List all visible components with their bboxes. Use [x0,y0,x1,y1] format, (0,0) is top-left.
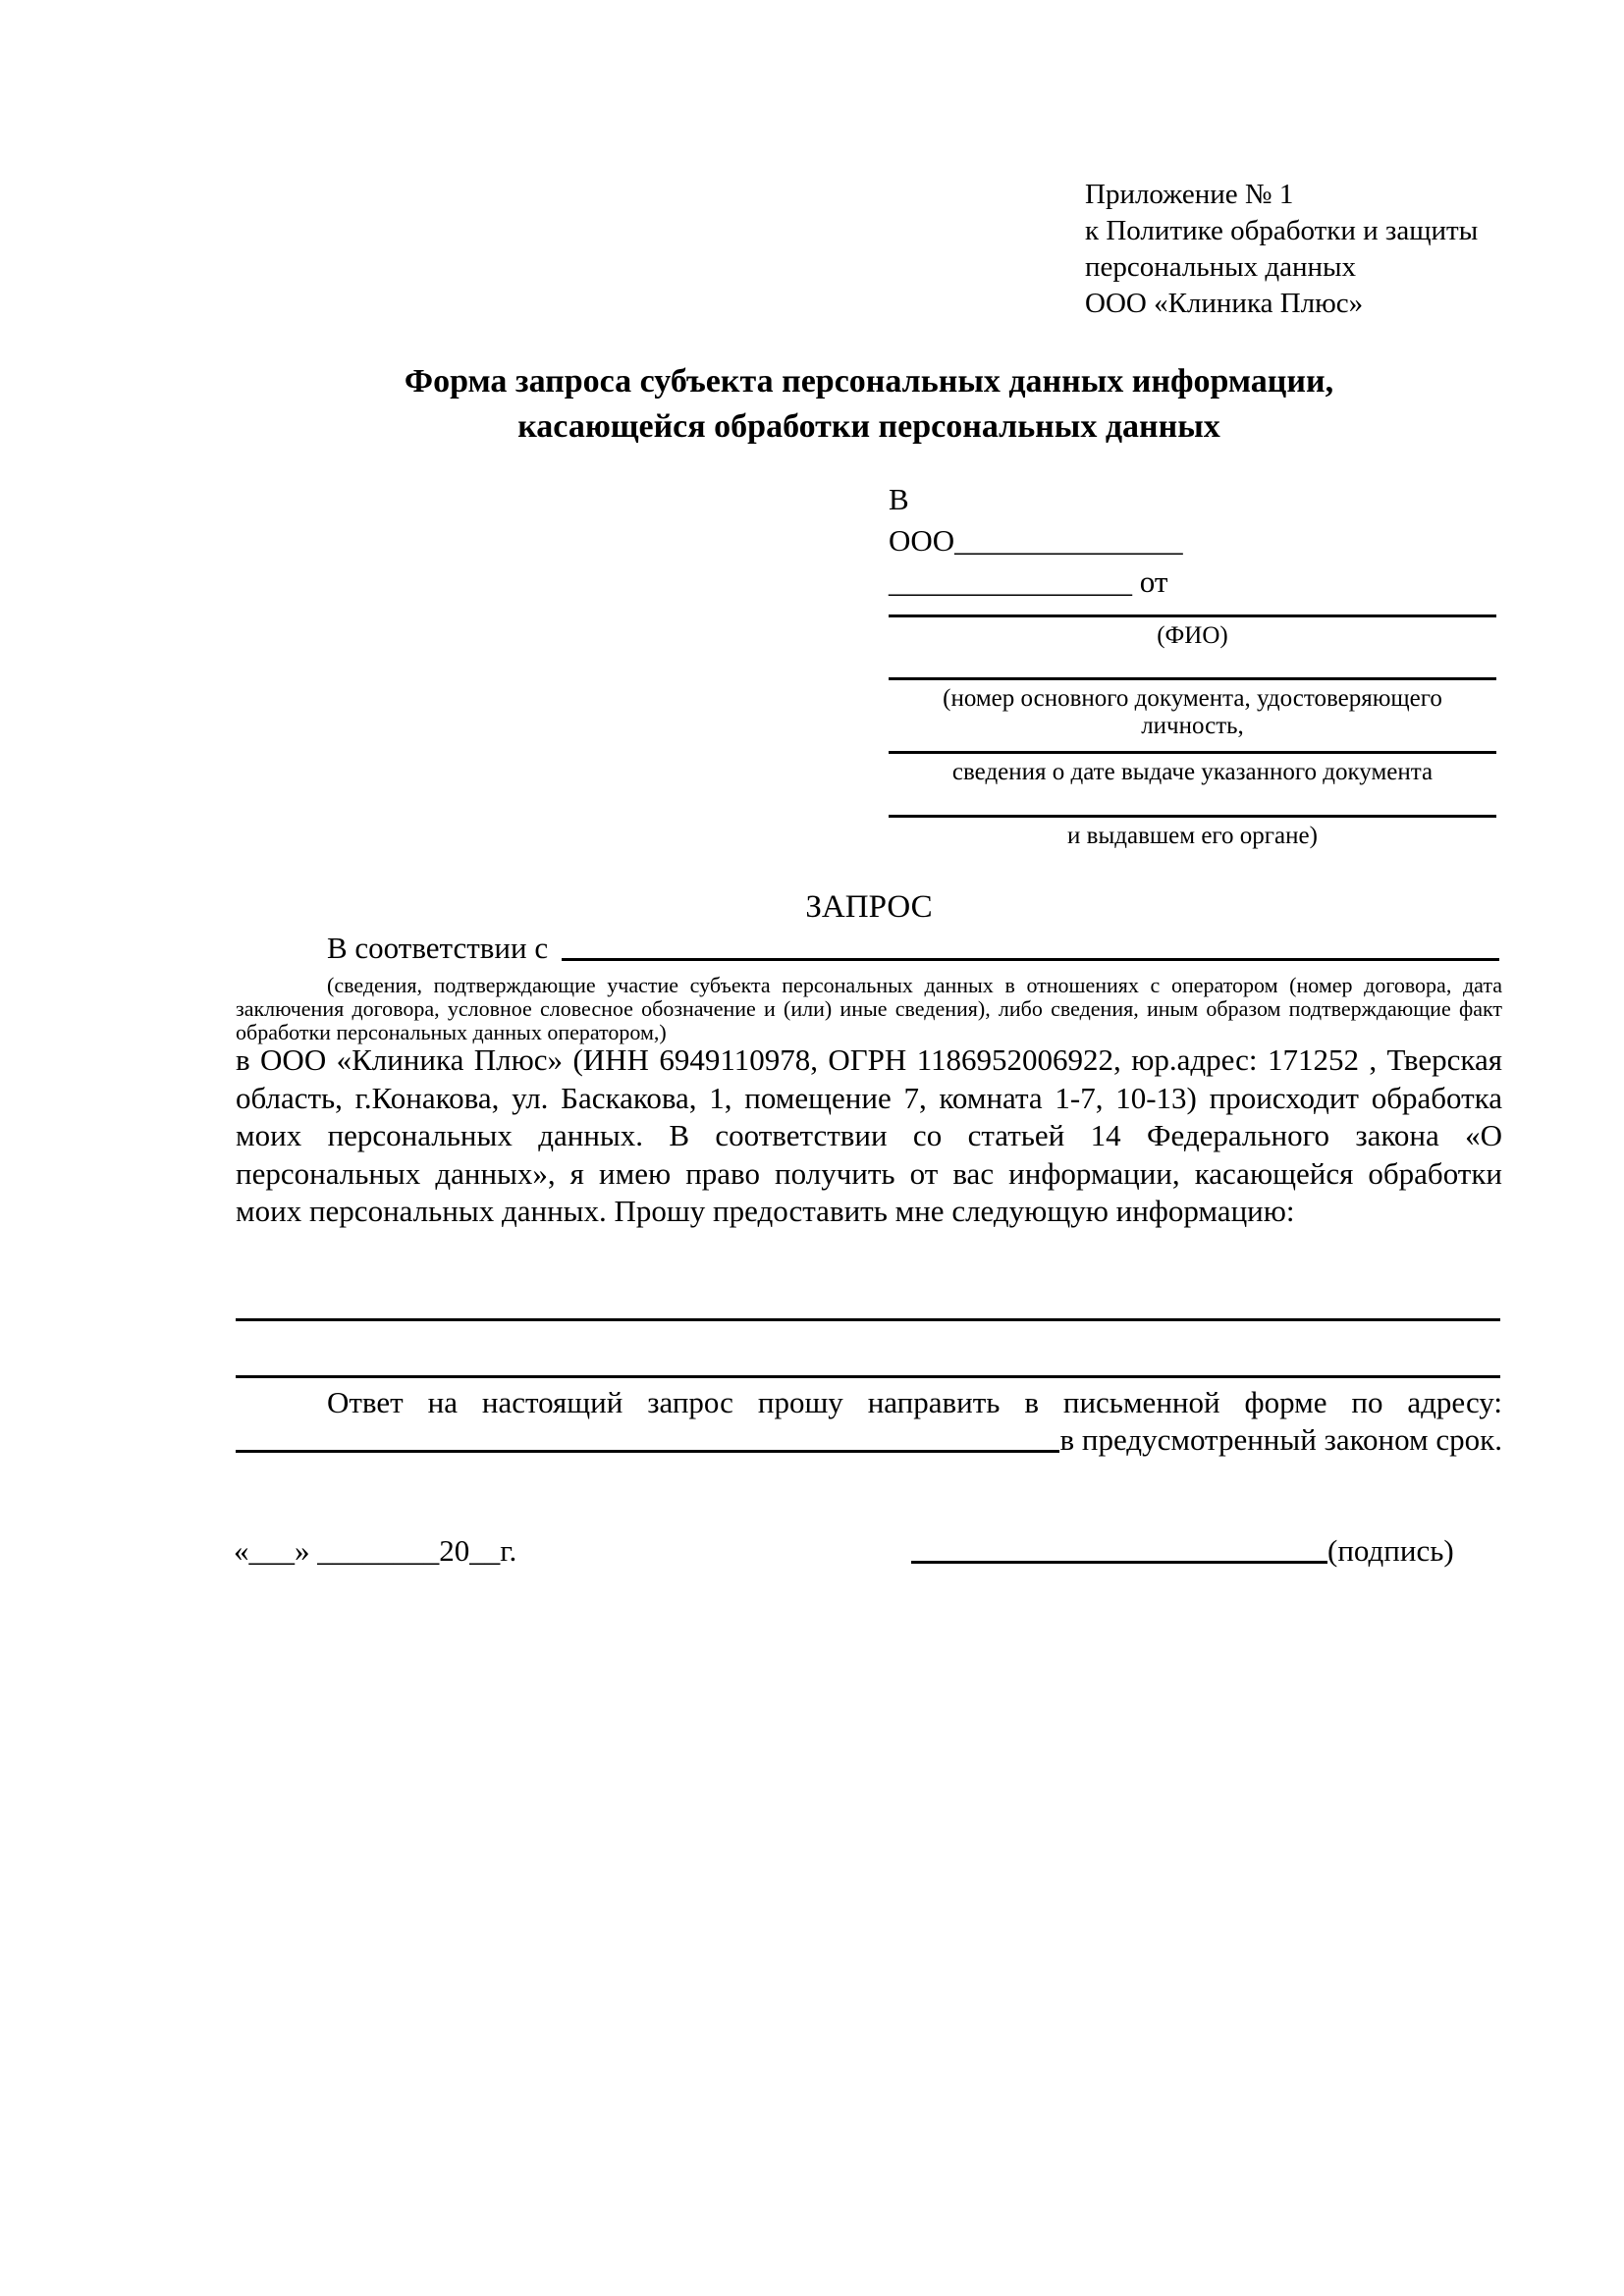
signature-blank-field [911,1561,1327,1564]
issue-date-blank-field [889,751,1496,754]
title-line-1: Форма запроса субъекта персональных данных информации, [404,363,1334,400]
issue-date-caption: сведения о дате выдаче указанного документа [951,759,1434,785]
intro-row [327,929,1499,968]
appendix-note [1085,177,1507,322]
appendix-line: персональных данных [1085,251,1357,283]
body-paragraph: в ООО «Клиника Плюс» (ИНН 6949110978, ОГРН 1186952006922, юр.адрес: 171252 , Тверская область, г.Конакова, ул. Баскакова, 1, помещение 7, комната 1-7, 10-13) происходит обработка моих персональных данных. В соответствии со статьей 14 Федерального закона «О персональных данных», я имею право получить от вас информации, касающейся обработки моих персональных данных. Прошу предоставить мне следующую информацию: [236,1042,1502,1228]
reply-sentence: Ответ на настоящий запрос прошу направить в письменной форме по адресу: [327,1385,1502,1419]
fio-caption: (ФИО) [1157,622,1228,649]
addressee-to-label: В [889,482,909,516]
date-blank-field: «___» ________20__г. [234,1533,517,1568]
info-blank-field-2 [236,1375,1500,1378]
document-number-caption: (номер основного документа, удостоверяющего личность, [943,685,1442,739]
issuer-blank-field [889,815,1496,818]
reply-tail-text: в предусмотренный законом срок. [1059,1422,1502,1457]
appendix-line: к Политике обработки и защиты [1085,215,1479,246]
signature-caption: (подпись) [1327,1533,1454,1568]
document-number-blank-field [889,677,1496,680]
info-blank-field-1 [236,1318,1500,1321]
reply-address-blank-field [236,1450,1059,1453]
intro-note-text: (сведения, подтверждающие участие субъекта персональных данных в отношениях с оператором (номер договора, дата заключения договора, условное словесное обозначение и (или) иные сведения), либо сведения, иным образом подтверждающие факт обработки персональных данных оператором,) [236,973,1502,1044]
intro-prefix-text: В соответствии с [327,931,549,965]
org-name-blank-field: ООО_______________ [889,523,1183,558]
title-line-2: касающейся обработки персональных данных [517,408,1220,445]
from-blank-field: ________________ от [889,564,1168,599]
issuer-caption: и выдавшем его органе) [1067,823,1318,849]
appendix-line: ООО «Клиника Плюс» [1085,288,1364,319]
fio-blank-field [889,614,1496,617]
appendix-line: Приложение № 1 [1085,179,1294,210]
request-heading: ЗАПРОС [805,889,933,925]
document-title [236,359,1502,450]
reply-address-row [236,1420,1502,1460]
intro-blank-field [562,958,1499,961]
signature-row [911,1531,1454,1571]
